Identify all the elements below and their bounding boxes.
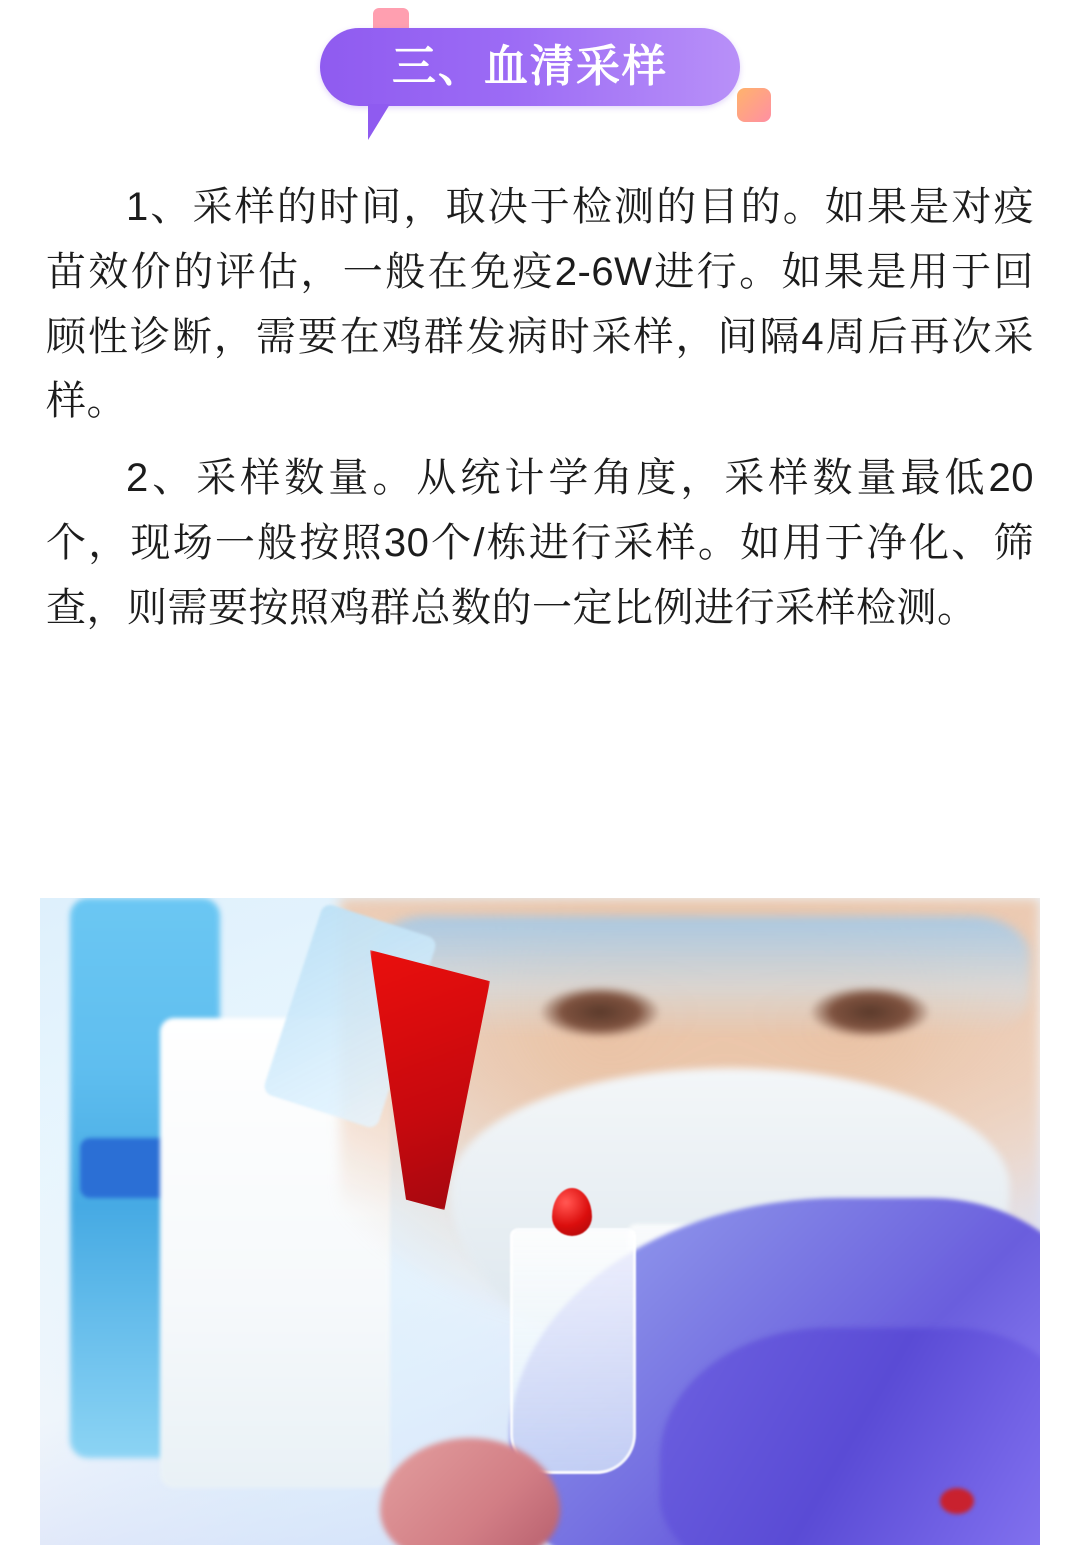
page-title: 三、血清采样 — [392, 42, 668, 91]
lab-photo — [40, 898, 1040, 1545]
decorative-square-orange — [737, 88, 771, 122]
photo-test-tube — [510, 1228, 636, 1474]
paragraph-1: 1、采样的时间，取决于检测的目的。如果是对疫苗效价的评估，一般在免疫2-6W进行。如果是用于回顾性诊断，需要在鸡群发病时采样，间隔4周后再次采样。 — [46, 185, 1034, 424]
photo-eye-left — [540, 986, 660, 1038]
paragraph-2: 2、采样数量。从统计学角度，采样数量最低20个，现场一般按照30个/栋进行采样。如用于净化、筛查，则需要按照鸡群总数的一定比例进行采样检测。 — [46, 456, 1034, 630]
photo-eye-right — [810, 986, 930, 1038]
header-banner — [0, 0, 1080, 175]
photo-red-mark — [940, 1488, 974, 1514]
section-title-bubble — [320, 28, 740, 106]
photo-gloved-hand-lower — [660, 1328, 1040, 1545]
bubble-tail-icon — [368, 104, 406, 140]
photo-background — [40, 898, 1040, 1545]
article-body — [0, 175, 1080, 641]
